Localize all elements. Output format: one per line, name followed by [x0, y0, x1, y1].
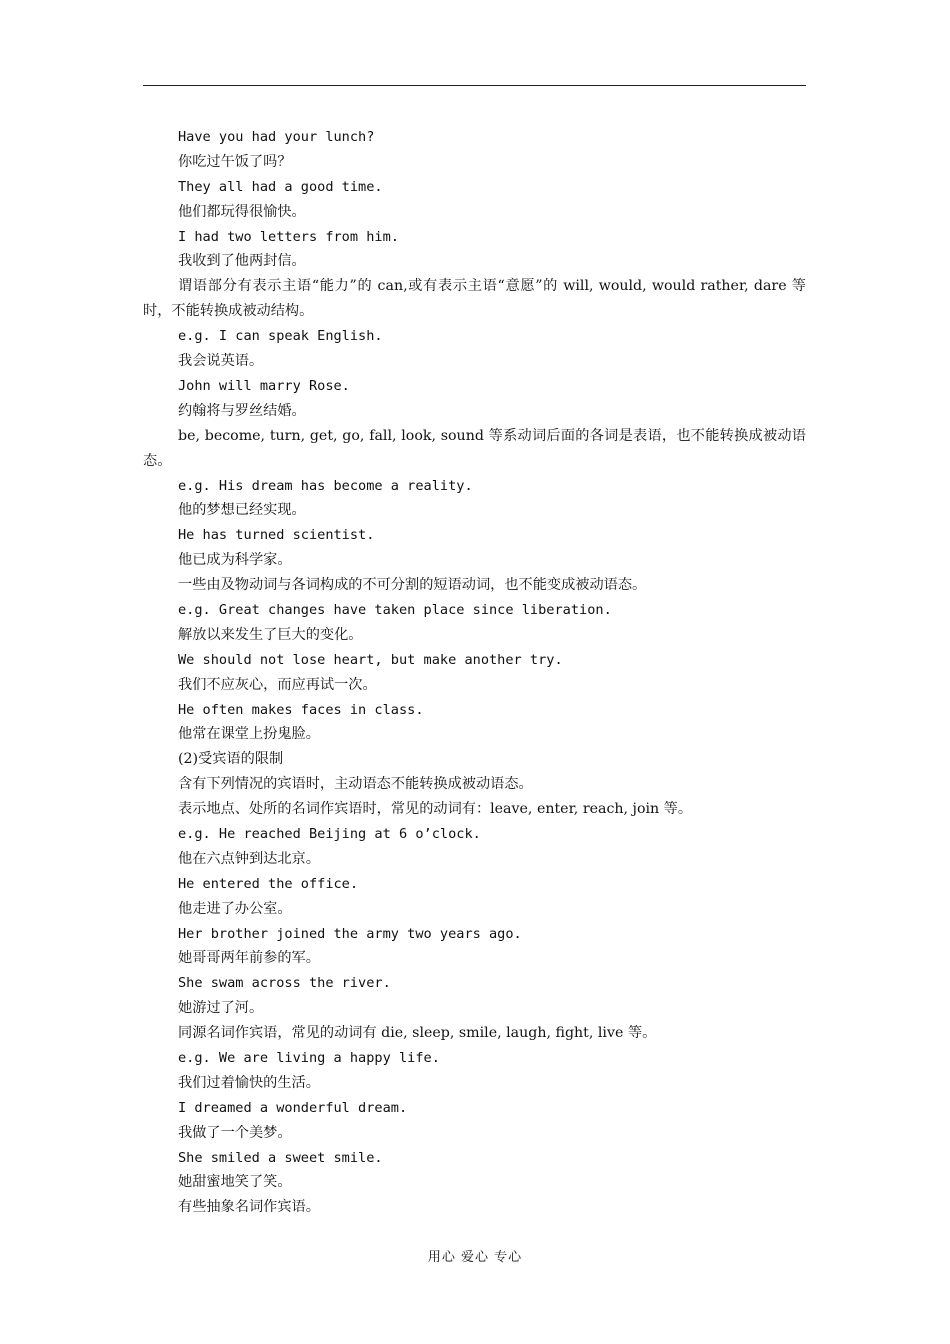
text-line: 她甜蜜地笑了笑。: [178, 1174, 292, 1191]
text-line: 同源名词作宾语，常见的动词有 die, sleep, smile, laugh, fight, live 等。: [178, 1025, 657, 1042]
text-line: He often makes faces in class.: [178, 701, 424, 718]
header-rule: [143, 85, 806, 86]
text-line: He entered the office.: [178, 875, 359, 892]
text-line: 我们不应灰心，而应再试一次。: [178, 676, 377, 693]
paragraph: 谓语部分有表示主语“能力”的 can,或有表示主语“意愿”的 will, would, would rather, dare 等时，不能转换成被动结构。: [143, 278, 806, 320]
page-footer: 用心 爱心 专心: [427, 1250, 523, 1265]
text-line: e.g. His dream has become a reality.: [178, 477, 473, 494]
text-line: 解放以来发生了巨大的变化。: [178, 626, 363, 643]
text-line: 他的梦想已经实现。: [178, 502, 306, 519]
text-line: 我收到了他两封信。: [178, 253, 306, 270]
text-line: He has turned scientist.: [178, 527, 375, 544]
text-line: She smiled a sweet smile.: [178, 1149, 383, 1166]
document-body: [143, 125, 806, 1220]
text-line: e.g. I can speak English.: [178, 328, 383, 345]
text-line: e.g. Great changes have taken place since liberation.: [178, 601, 612, 618]
text-line: 他在六点钟到达北京。: [178, 850, 320, 867]
text-line: 他已成为科学家。: [178, 552, 292, 569]
text-line: They all had a good time.: [178, 178, 383, 195]
text-line: 她哥哥两年前参的军。: [178, 950, 320, 967]
text-line: I had two letters from him.: [178, 228, 399, 245]
text-line: 我们过着愉快的生活。: [178, 1074, 320, 1091]
text-line: 有些抽象名词作宾语。: [178, 1199, 320, 1216]
text-line: I dreamed a wonderful dream.: [178, 1099, 408, 1116]
text-line: We should not lose heart, but make another try.: [178, 651, 563, 668]
text-line: e.g. We are living a happy life.: [178, 1050, 440, 1067]
text-line: She swam across the river.: [178, 975, 391, 992]
text-line: 一些由及物动词与各词构成的不可分割的短语动词，也不能变成被动语态。: [178, 577, 647, 594]
text-line: John will marry Rose.: [178, 377, 350, 394]
paragraph: be, become, turn, get, go, fall, look, sound 等系动词后面的各词是表语，也不能转换成被动语态。: [143, 427, 806, 469]
text-line: e.g. He reached Beijing at 6 o’clock.: [178, 826, 481, 842]
text-line: Her brother joined the army two years ago.: [178, 925, 522, 942]
text-line: 含有下列情况的宾语时，主动语态不能转换成被动语态。: [178, 776, 533, 793]
text-line: 他走进了办公室。: [178, 900, 292, 917]
text-line: 表示地点、处所的名词作宾语时，常见的动词有：leave, enter, reach, join 等。: [178, 801, 693, 818]
text-line: 我会说英语。: [178, 353, 264, 370]
text-line: 我做了一个美梦。: [178, 1124, 292, 1141]
text-line: 他们都玩得很愉快。: [178, 203, 306, 220]
text-line: 约翰将与罗丝结婚。: [178, 402, 306, 419]
text-line: 他常在课堂上扮鬼脸。: [178, 726, 320, 743]
text-line: Have you had your lunch?: [178, 129, 375, 145]
text-line: 你吃过午饭了吗？: [178, 153, 292, 170]
text-line: (2)受宾语的限制: [178, 751, 284, 768]
text-line: 她游过了河。: [178, 1000, 264, 1017]
